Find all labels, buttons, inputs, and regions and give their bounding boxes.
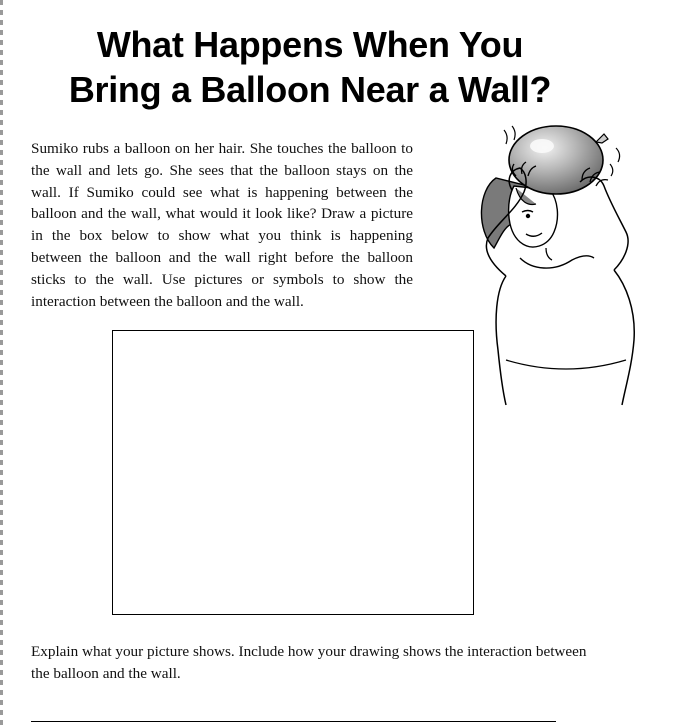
title-line-2: Bring a Balloon Near a Wall? [68, 69, 552, 110]
drawing-box[interactable] [112, 330, 474, 615]
title-line-1: What Happens When You [96, 24, 524, 65]
prompt-paragraph: Sumiko rubs a balloon on her hair. She touches the balloon to the wall and lets go. She sees that the balloon stays on the wall. If Sumiko could see what is happening between the balloon and the wall, what would it look like? Draw a picture in the box below to show what you think is happening between the balloon and the wall right before the balloon sticks to the wall. Use pictures or symbols to show the interaction between the balloon and the wall. [31, 140, 413, 310]
page-title [0, 22, 620, 112]
explain-prompt: Explain what your picture shows. Include how your drawing shows the interaction between the balloon and the wall. [31, 643, 587, 682]
shirt [496, 270, 634, 405]
face [509, 186, 558, 247]
answer-line[interactable] [31, 721, 556, 722]
balloon [509, 126, 603, 194]
girl-with-balloon-illustration [476, 120, 676, 410]
